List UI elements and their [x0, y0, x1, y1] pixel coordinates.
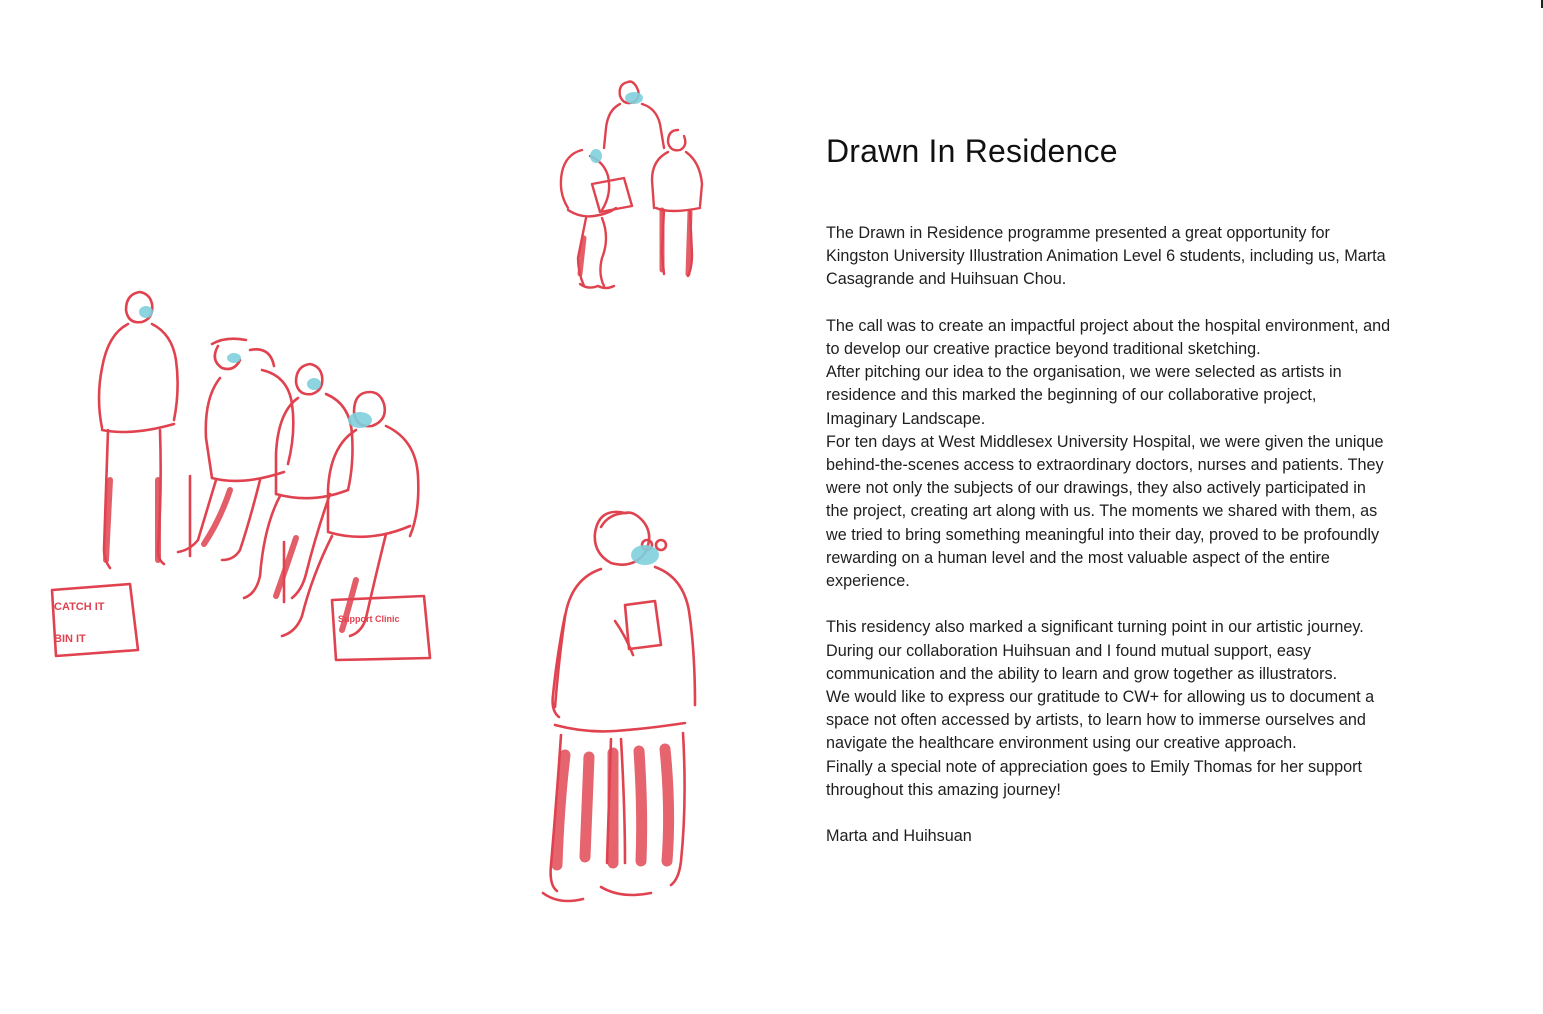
- sign-support-clinic: Support Clinic: [338, 614, 400, 624]
- signature: Marta and Huihsuan: [826, 827, 972, 846]
- sketch-top-drawing: [530, 60, 730, 310]
- text-line: The Drawn in Residence programme presented a great opportunity for: [826, 224, 1330, 242]
- sign-catch-it: CATCH IT: [54, 601, 105, 613]
- text-line: This residency also marked a significant turning point in our artistic journey.: [826, 618, 1364, 637]
- text-line: Kingston University Illustration Animation Level 6 students, including us, Marta: [826, 247, 1386, 266]
- text-line: rewarding on a human level and the most valuable aspect of the entire: [826, 548, 1330, 567]
- text-line: throughout this amazing journey!: [826, 780, 1061, 799]
- text-line: navigate the healthcare environment using our creative approach.: [826, 734, 1297, 753]
- text-line: During our collaboration Huihsuan and I found mutual support, easy: [826, 641, 1312, 660]
- paragraph-project: [826, 315, 1466, 593]
- sketch-group-drawing: [40, 280, 460, 670]
- text-line: We would like to express our gratitude to CW+ for allowing us to document a: [826, 688, 1375, 707]
- article-body: [826, 222, 1466, 848]
- text-line: communication and the ability to learn and grow together as illustrators.: [826, 664, 1338, 683]
- sketch-waiting-room-group: [40, 280, 460, 670]
- text-line: Finally a special note of appreciation goes to Emily Thomas for her support: [826, 757, 1362, 776]
- article: [826, 126, 1466, 848]
- sketch-standing-figure: [505, 495, 725, 955]
- text-line: residence and this marked the beginning of our collaborative project,: [826, 386, 1317, 405]
- sketch-standing-drawing: [505, 495, 725, 955]
- paragraph-intro: [826, 222, 1466, 292]
- paragraph-reflection: [826, 616, 1466, 802]
- text-line: behind-the-scenes access to extraordinary doctors, nurses and patients. They: [826, 456, 1384, 475]
- text-line: experience.: [826, 572, 910, 591]
- text-line: the project, creating art along with us. The moments we shared with them, as: [826, 502, 1378, 521]
- text-line: we tried to bring something meaningful into their day, proved to be profoundly: [826, 525, 1380, 544]
- article-title: Drawn In Residence: [826, 133, 1118, 169]
- text-line: After pitching our idea to the organisation, we were selected as artists in: [826, 363, 1342, 382]
- sign-bin-it: BIN IT: [54, 633, 86, 645]
- text-line: Imaginary Landscape.: [826, 409, 986, 428]
- text-line: The call was to create an impactful project about the hospital environment, and: [826, 316, 1391, 335]
- text-line: to develop our creative practice beyond traditional sketching.: [826, 340, 1261, 358]
- text-line: For ten days at West Middlesex University Hospital, we were given the unique: [826, 432, 1384, 451]
- text-line: Casagrande and Huihsuan Chou.: [826, 270, 1067, 289]
- sketch-masked-figures-top: [530, 60, 730, 310]
- text-line: were not only the subjects of our drawings, they also actively participated in: [826, 479, 1366, 498]
- text-line: space not often accessed by artists, to learn how to immerse ourselves and: [826, 711, 1366, 730]
